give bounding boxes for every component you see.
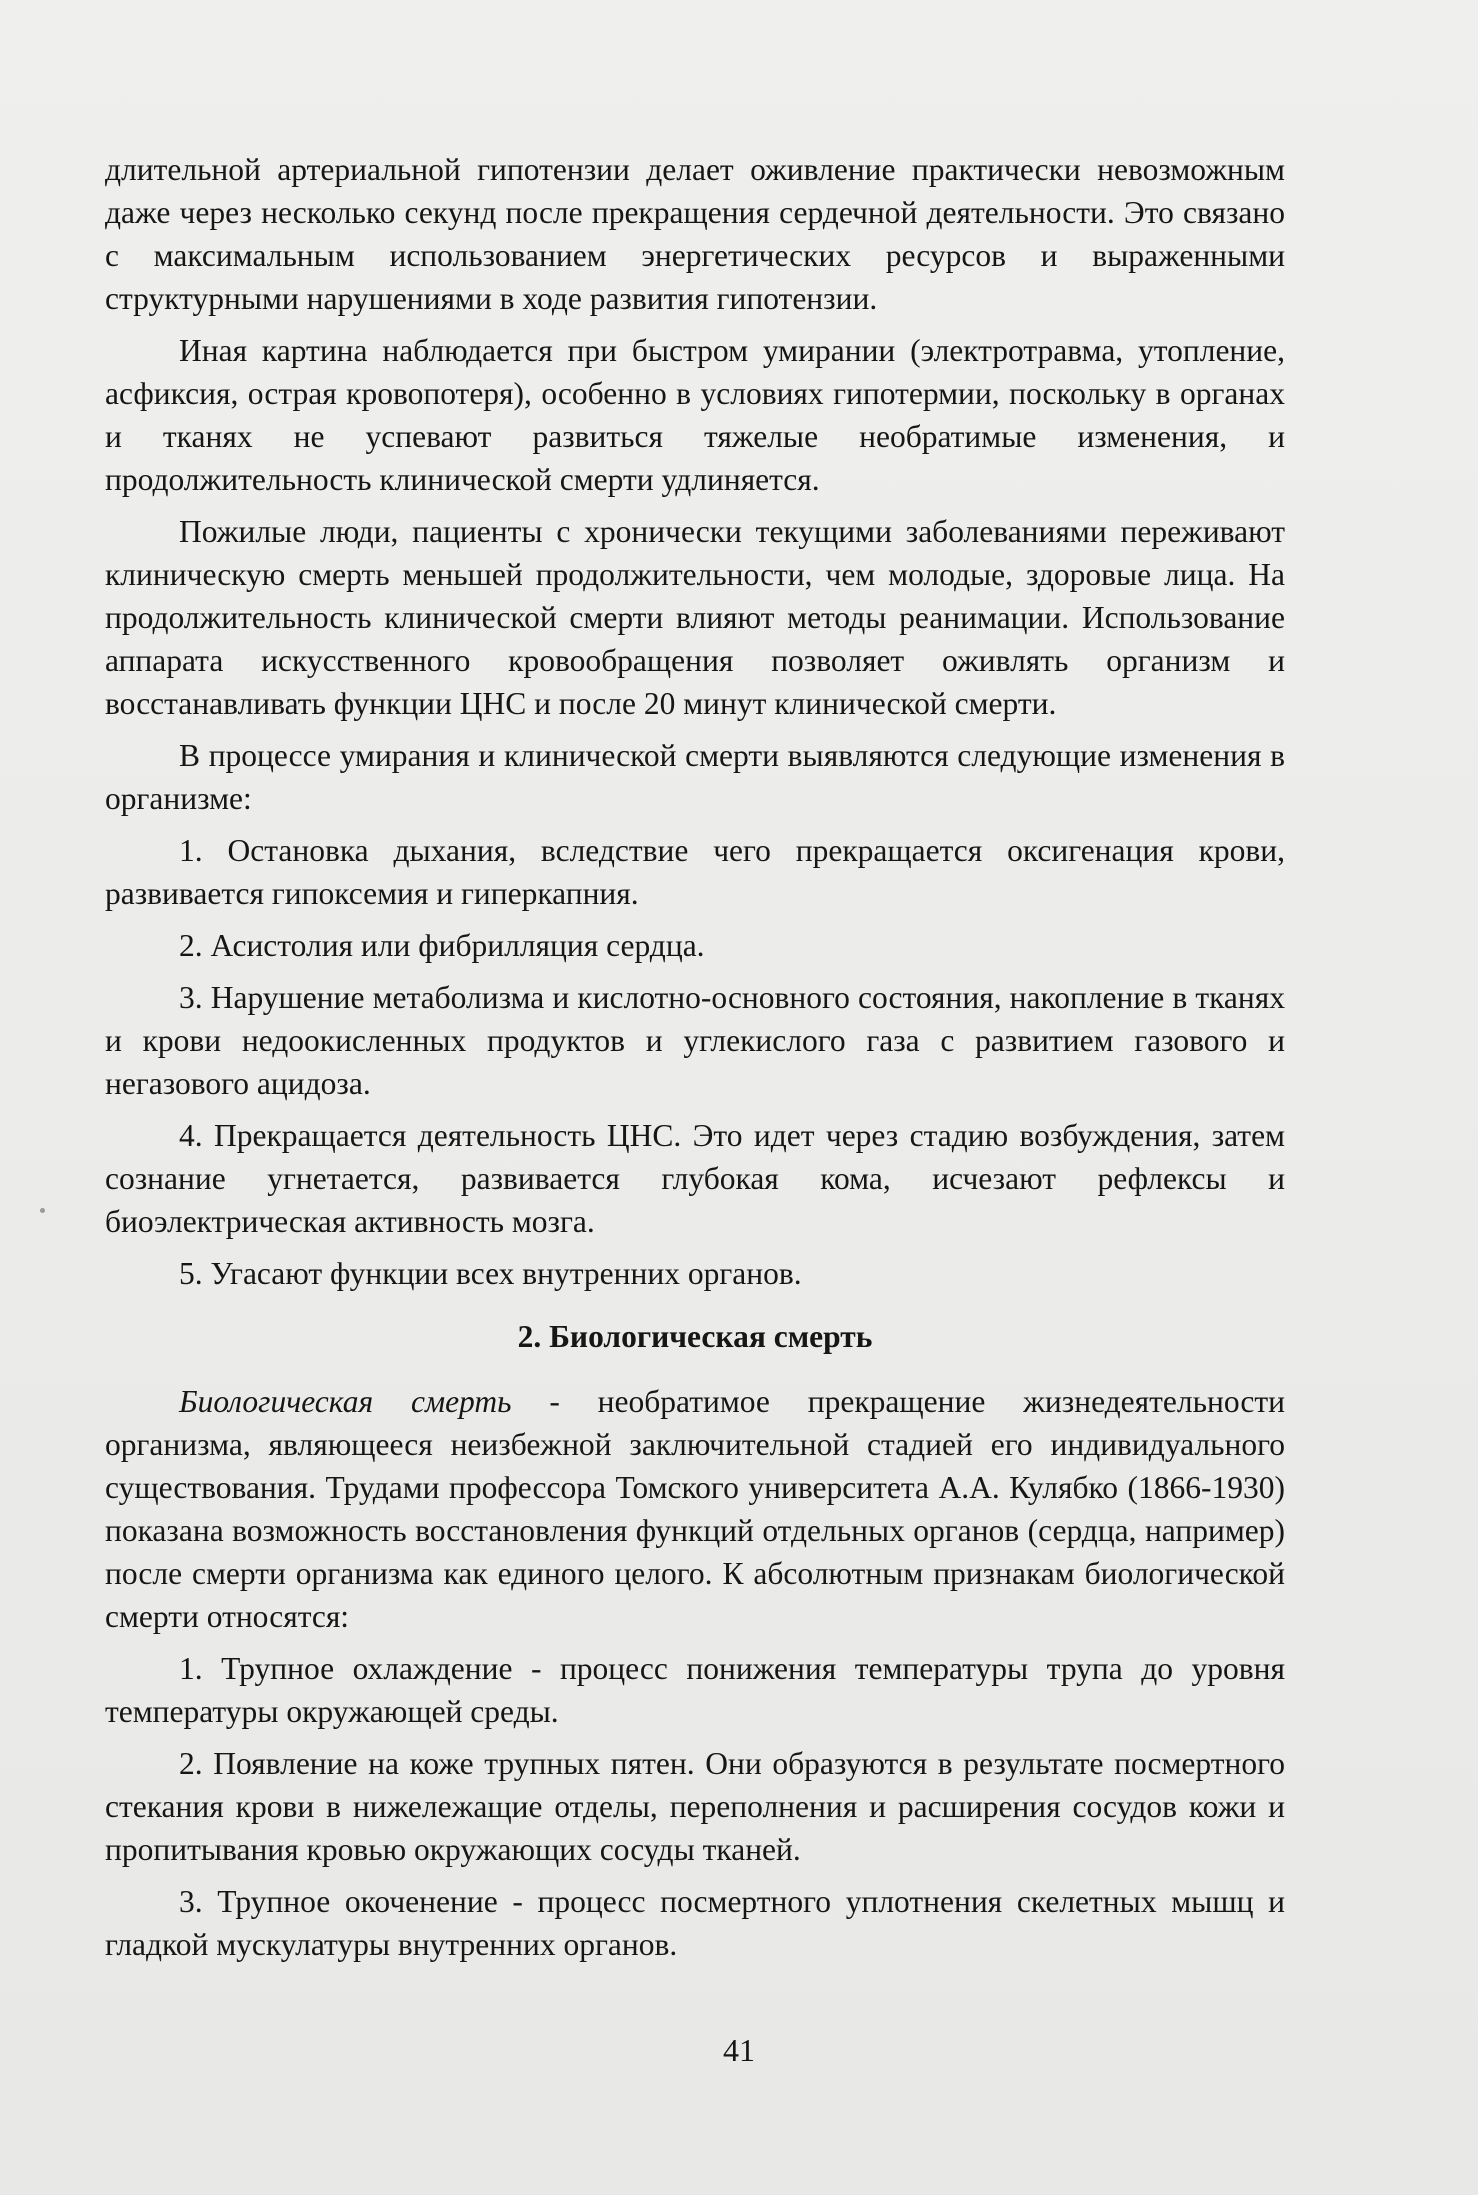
sign-item-livor-mortis: 2. Появление на коже трупных пятен. Они образуются в результате посмертного стекания крови в нижележащие отделы, переполнения и расширения сосудов кожи и пропитывания кровью окружающих сосуды тканей.: [105, 1746, 1285, 1867]
list-item-cns: 4. Прекращается деятельность ЦНС. Это идет через стадию возбуждения, затем сознание угнетается, развивается глубокая кома, исчезают рефлексы и биоэлектрическая активность мозга.: [105, 1118, 1285, 1239]
paragraph-changes-intro: В процессе умирания и клинической смерти выявляются следующие изменения в организме:: [105, 738, 1285, 816]
list-item-metabolism: 3. Нарушение метаболизма и кислотно-основного состояния, накопление в тканях и крови недоокисленных продуктов и углекислого газа с развитием газового и негазового ацидоза.: [105, 980, 1285, 1101]
definition-term: Биологическая смерть: [179, 1384, 512, 1419]
paragraph-continuation: длительной артериальной гипотензии делает оживление практически невозможным даже через несколько секунд после прекращения сердечной деятельности. Это связано с максимальным использованием энергетических ресурсов и выраженными структурными нарушениями в ходе развития гипотензии.: [105, 152, 1285, 316]
page-body: [105, 148, 1285, 1975]
definition-text: - необратимое прекращение жизнедеятельности организма, являющееся неизбежной заключительной стадией его индивидуального существования. Трудами профессора Томского университета А.А. Кулябко (1866-1930) показана возможность восстановления функций отдельных органов (сердца, например) после смерти организма как единого целого. К абсолютным признакам биологической смерти относятся:: [105, 1384, 1285, 1634]
paragraph-rapid-dying: Иная картина наблюдается при быстром умирании (электротравма, утопление, асфиксия, острая кровопотеря), особенно в условиях гипотермии, поскольку в органах и тканях не успевают развиться тяжелые необратимые изменения, и продолжительность клинической смерти удлиняется.: [105, 333, 1285, 497]
scan-speck: [40, 1208, 45, 1213]
section-heading: 2. Биологическая смерть: [517, 1319, 873, 1354]
sign-item-rigor-mortis: 3. Трупное окоченение - процесс посмертного уплотнения скелетных мышц и гладкой мускулатуры внутренних органов.: [105, 1884, 1285, 1962]
list-item-organs: 5. Угасают функции всех внутренних органов.: [179, 1256, 802, 1291]
list-item-asystole: 2. Асистолия или фибрилляция сердца.: [179, 928, 705, 963]
page-number: 41: [723, 2032, 755, 2068]
list-item-breathing-arrest: 1. Остановка дыхания, вследствие чего прекращается оксигенация крови, развивается гипоксемия и гиперкапния.: [105, 833, 1285, 911]
definition-paragraph: [105, 1380, 1285, 1638]
paragraph-elderly-patients: Пожилые люди, пациенты с хронически текущими заболеваниями переживают клиническую смерть меньшей продолжительности, чем молодые, здоровые лица. На продолжительность клинической смерти влияют методы реанимации. Использование аппарата искусственного кровообращения позволяет оживлять организм и восстанавливать функции ЦНС и после 20 минут клинической смерти.: [105, 514, 1285, 721]
sign-item-cooling: 1. Трупное охлаждение - процесс понижения температуры трупа до уровня температуры окружающей среды.: [105, 1651, 1285, 1729]
